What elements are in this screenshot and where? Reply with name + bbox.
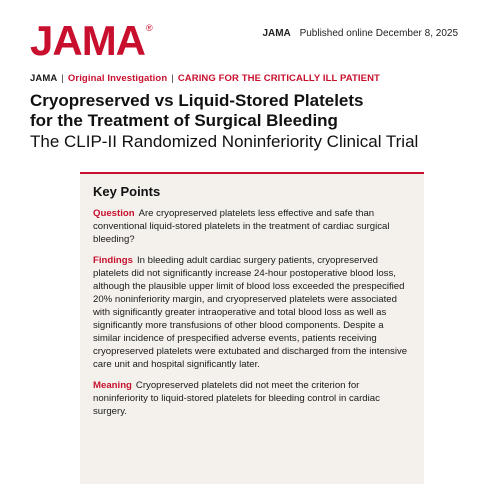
question-label: Question bbox=[93, 208, 135, 219]
article-subtitle: The CLIP-II Randomized Noninferiority Clinical Trial bbox=[30, 132, 419, 151]
article-type: Original Investigation bbox=[67, 73, 168, 84]
separator: | bbox=[171, 73, 174, 84]
key-point-question bbox=[93, 207, 411, 246]
jama-logo bbox=[30, 17, 152, 64]
findings-text: In bleeding adult cardiac surgery patients, cryopreserved platelets did not significantly increase 24-hour postoperative blood loss, although the plausible upper limit of blood loss exceeded the prespecified 20% noninferiority margin, and cryopreserved platelets were associated with significantly greater intraoperative and total blood loss as well as significantly more transfusions of other blood components. Despite a similar incidence of prespecified adverse events, patients receiving cryopreserved platelets were extubated and discharged from the intensive care unit and hospital significantly later. bbox=[93, 255, 408, 370]
question-text: Are cryopreserved platelets less effective and safe than conventional liquid-stored platelets in the treatment of cardiac surgical bleeding? bbox=[93, 208, 390, 245]
key-points-heading: Key Points bbox=[93, 184, 161, 199]
journal-name: JAMA bbox=[262, 28, 291, 39]
meaning-text: Cryopreserved platelets did not meet the criterion for noninferiority to liquid-stored platelets for bleeding control in cardiac surgery. bbox=[93, 380, 380, 417]
article-title bbox=[30, 91, 480, 131]
title-line-1: Cryopreserved vs Liquid-Stored Platelets bbox=[30, 91, 364, 110]
key-point-meaning bbox=[93, 379, 411, 418]
findings-label: Findings bbox=[93, 255, 133, 266]
journal-tag: JAMA bbox=[30, 73, 58, 84]
key-point-findings bbox=[93, 254, 411, 371]
title-line-2: for the Treatment of Surgical Bleeding bbox=[30, 111, 338, 130]
meaning-label: Meaning bbox=[93, 380, 132, 391]
separator: | bbox=[61, 73, 64, 84]
logo-text: JAMA bbox=[30, 17, 146, 64]
publication-date: Published online December 8, 2025 bbox=[299, 28, 458, 39]
key-points-panel bbox=[80, 172, 424, 484]
article-category-line bbox=[30, 73, 380, 84]
publication-info bbox=[262, 28, 458, 39]
registered-mark: ® bbox=[146, 23, 152, 33]
article-series: CARING FOR THE CRITICALLY ILL PATIENT bbox=[177, 73, 380, 84]
